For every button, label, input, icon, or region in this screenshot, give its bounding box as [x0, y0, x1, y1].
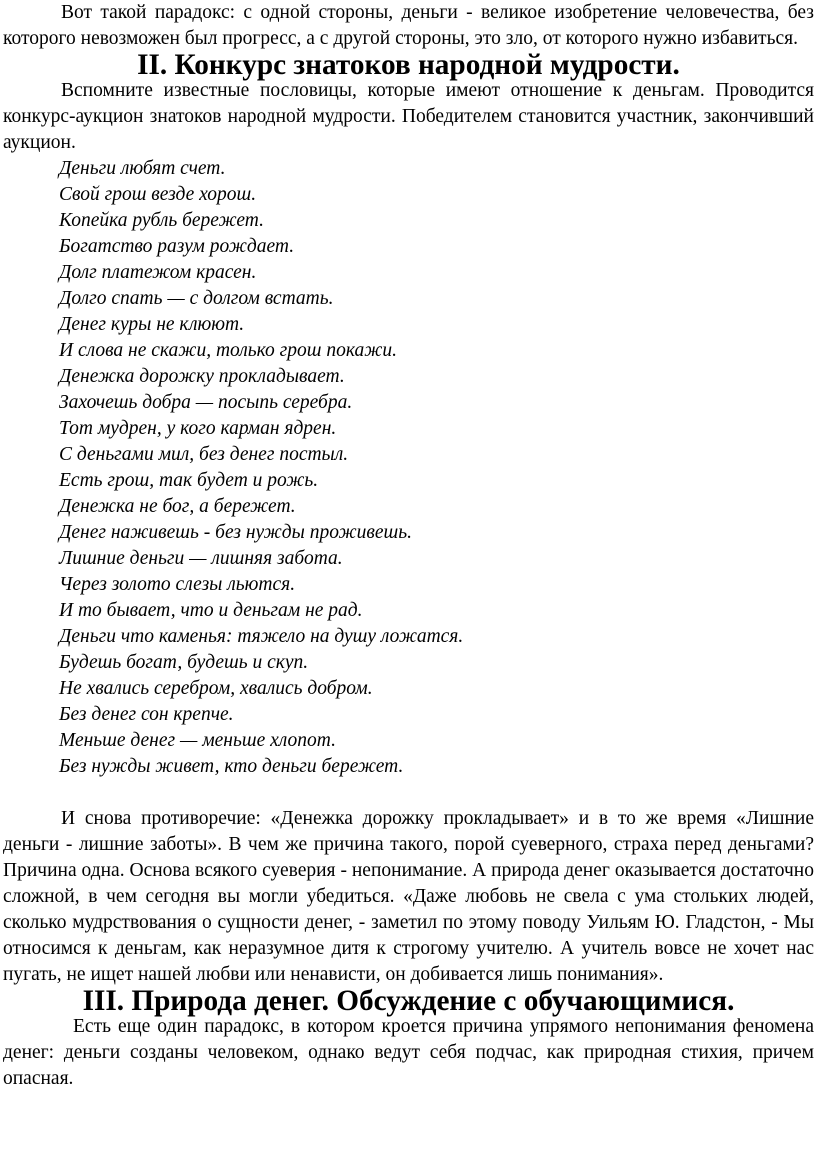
proverb-item: Будешь богат, будешь и скуп. [59, 652, 309, 673]
section-3-paragraph: Есть еще один парадокс, в котором кроется причина упрямого непонимания феномена денег: деньги созданы человеком, однако ведут себя подчас, как природная стихия, причем опасная. [3, 1016, 814, 1089]
proverb-item: Денежка дорожку прокладывает. [59, 366, 345, 387]
proverb-item: Деньги что каменья: тяжело на душу ложатся. [59, 626, 464, 647]
section-2-heading: II. Конкурс знатоков народной мудрости. [137, 49, 680, 81]
proverb-item: Денег наживешь - без нужды проживешь. [59, 522, 412, 543]
proverb-item: Захочешь добра — посыпь серебра. [59, 392, 353, 413]
proverb-item: Копейка рубль бережет. [59, 210, 264, 231]
blank-line [3, 780, 814, 806]
proverb-item: И слова не скажи, только грош покажи. [59, 340, 398, 361]
proverb-item: Тот мудрен, у кого карман ядрен. [59, 418, 337, 439]
section-3-heading: III. Природа денег. Обсуждение с обучающимися. [82, 985, 735, 1017]
proverb-item: Долг платежом красен. [59, 262, 257, 283]
discussion-paragraph: И снова противоречие: «Денежка дорожку прокладывает» и в то же время «Лишние деньги - лишние заботы». В чем же причина такого, порой суеверного, страха перед деньгами? Причина одна. Основа всякого суеверия - непонимание. А природа денег оказывается достаточно сложной, в чем сегодня вы могли убедиться. «Даже любовь не свела с ума стольких людей, сколько мудрствования о сущности денег, - заметил по этому поводу Уильям Ю. Гладстон, - Мы относимся к деньгам, как неразумное дитя к строгому учителю. А учитель вовсе не хочет нас пугать, не ищет нашей любви или ненависти, он добивается лишь понимания». [3, 808, 814, 985]
proverb-item: И то бывает, что и деньгам не рад. [59, 600, 363, 621]
proverb-item: Не хвались серебром, хвались добром. [59, 678, 373, 699]
proverb-item: Без денег сон крепче. [59, 704, 234, 725]
proverb-item: Денег куры не клюют. [59, 314, 245, 335]
proverb-item: Долго спать — с долгом встать. [59, 288, 334, 309]
proverb-item: Деньги любят счет. [59, 158, 226, 179]
proverb-item: Денежка не бог, а бережет. [59, 496, 296, 517]
proverb-item: С деньгами мил, без денег постыл. [59, 444, 349, 465]
intro-paragraph: Вот такой парадокс: с одной стороны, деньги - великое изобретение человечества, без которого невозможен был прогресс, а с другой стороны, это зло, от которого нужно избавиться. [3, 2, 814, 49]
section-2-paragraph: Вспомните известные пословицы, которые имеют отношение к деньгам. Проводится конкурс-аукцион знатоков народной мудрости. Победителем становится участник, закончивший аукцион. [3, 80, 814, 153]
proverbs-list [3, 156, 814, 780]
proverb-item: Меньше денег — меньше хлопот. [59, 730, 336, 751]
proverb-item: Свой грош везде хорош. [59, 184, 257, 205]
proverb-item: Богатство разум рождает. [59, 236, 295, 257]
proverb-item: Через золото слезы льются. [59, 574, 296, 595]
proverb-item: Без нужды живет, кто деньги бережет. [59, 756, 404, 777]
proverb-item: Есть грош, так будет и рожь. [59, 470, 319, 491]
proverb-item: Лишние деньги — лишняя забота. [59, 548, 343, 569]
